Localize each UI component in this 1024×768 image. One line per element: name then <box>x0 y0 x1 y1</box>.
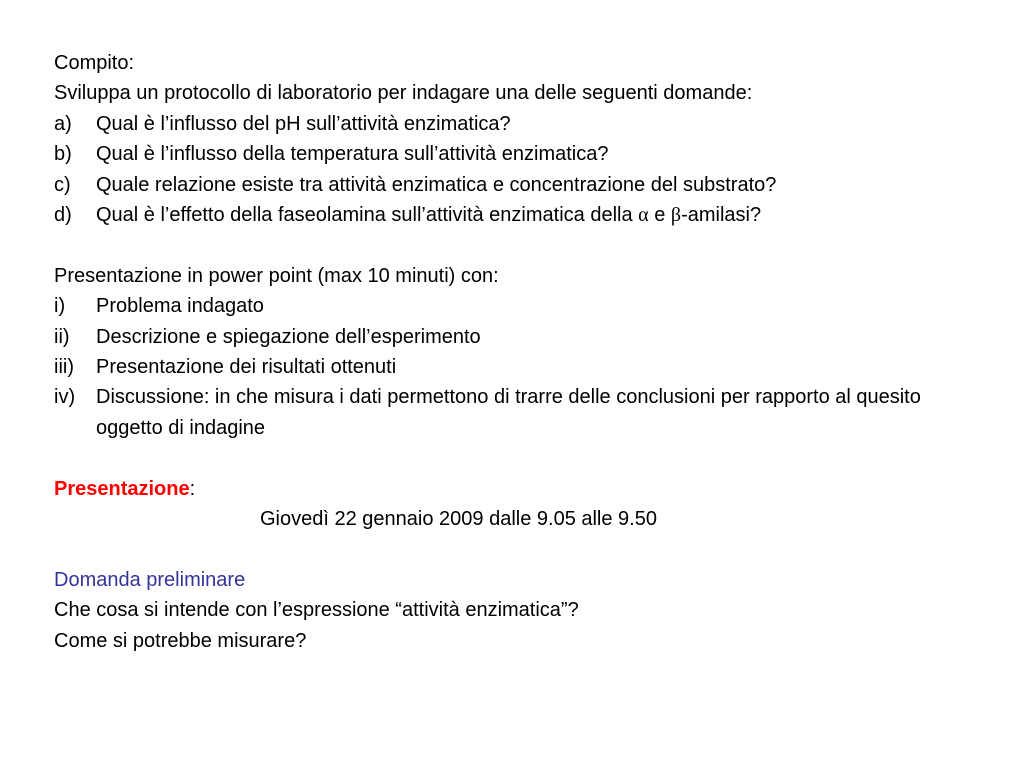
domanda-line-1: Che cosa si intende con l’espressione “attività enzimatica”? <box>54 599 579 622</box>
alpha-symbol: α <box>638 204 649 226</box>
question-text-before: Qual è l’effetto della faseolamina sull’attività enzimatica della <box>96 204 639 226</box>
ppt-marker: iii) <box>54 356 74 378</box>
ppt-marker: ii) <box>54 325 70 348</box>
ppt-text: Problema indagato <box>96 295 264 318</box>
question-item-a <box>54 109 974 139</box>
question-text <box>96 200 974 230</box>
ppt-item-ii <box>54 322 974 352</box>
question-item-b <box>54 139 974 169</box>
question-text: Qual è l’influsso del pH sull’attività enzimatica? <box>96 112 511 135</box>
question-text-after: -amilasi? <box>681 204 762 226</box>
ppt-item-i <box>54 291 974 321</box>
compito-intro: Sviluppa un protocollo di laboratorio per indagare una delle seguenti domande: <box>54 82 753 105</box>
ppt-marker: i) <box>54 295 66 318</box>
ppt-intro: Presentazione in power point (max 10 minuti) con: <box>54 264 499 287</box>
ppt-text: Descrizione e spiegazione dell’esperimento <box>96 325 481 348</box>
presentazione-label: Presentazione <box>54 477 190 500</box>
ppt-item-iii <box>54 352 974 382</box>
question-text: Quale relazione esiste tra attività enzimatica e concentrazione del substrato? <box>96 173 777 196</box>
ppt-marker: iv) <box>54 386 76 409</box>
question-item-d <box>54 200 974 230</box>
slide-content <box>54 48 974 656</box>
beta-symbol: β <box>670 204 682 226</box>
domanda-heading: Domanda preliminare <box>54 568 246 591</box>
spacer <box>54 230 974 260</box>
domanda-line-2: Come si potrebbe misurare? <box>54 629 307 652</box>
presentazione-colon: : <box>189 477 196 500</box>
spacer <box>54 534 974 564</box>
ppt-item-iv <box>54 382 974 443</box>
question-item-c <box>54 170 974 200</box>
question-marker: b) <box>54 143 72 166</box>
question-marker: c) <box>54 173 71 196</box>
spacer <box>54 443 974 473</box>
question-marker: d) <box>54 204 72 226</box>
presentazione-date: Giovedì 22 gennaio 2009 dalle 9.05 alle 9.50 <box>260 508 657 530</box>
question-marker: a) <box>54 112 72 135</box>
question-text: Qual è l’influsso della temperatura sull’attività enzimatica? <box>96 143 609 166</box>
presentazione-line <box>54 474 974 504</box>
question-text-mid: e <box>648 204 671 226</box>
ppt-text: Discussione: in che misura i dati permettono di trarre delle conclusioni per rapporto al quesito oggetto di indagine <box>96 386 921 439</box>
compito-heading: Compito: <box>54 52 135 74</box>
ppt-text: Presentazione dei risultati ottenuti <box>96 356 397 378</box>
